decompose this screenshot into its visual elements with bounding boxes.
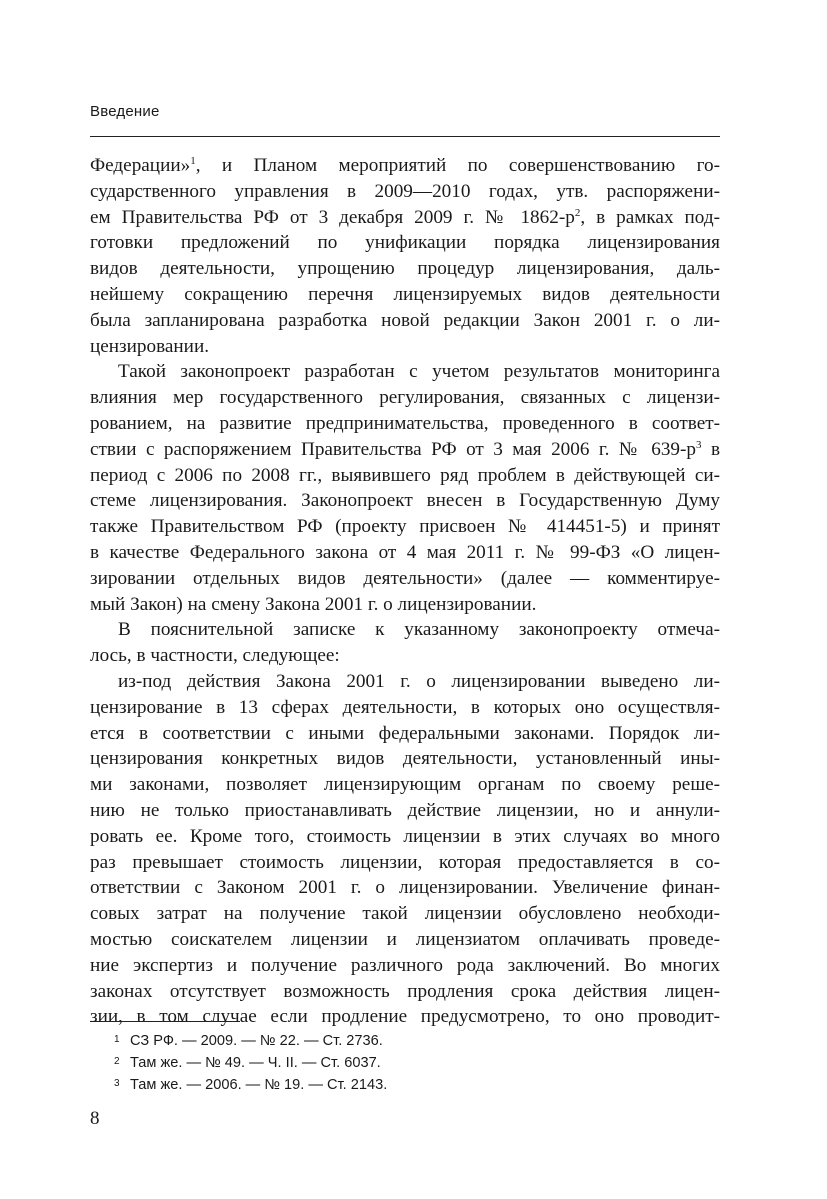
footnote-ref: 1 (190, 155, 196, 167)
footnote-ref: 3 (696, 438, 702, 451)
running-header: Введение (90, 103, 160, 120)
text-line: рованием, на развитие предпринимательства, проведенного в соответ- (90, 412, 720, 434)
footnote-ref: 2 (574, 206, 581, 219)
text-line: влияния мер государственного регулирования, связанных с лицензи- (90, 387, 720, 409)
footnote (90, 1075, 720, 1097)
text-line: зировании отдельных видов деятельности» (далее — комментируе- (90, 567, 720, 589)
header-rule (90, 136, 720, 137)
text-line: В пояснительной записке к указанному законопроекту отмеча- (118, 619, 720, 641)
footnote-text: СЗ РФ. — 2009. — № 22. — Ст. 2736. (130, 1033, 383, 1049)
footnotes (90, 1031, 720, 1097)
text-line: готовки предложений по унификации порядка лицензирования (90, 232, 720, 254)
text-line: цензирование в 13 сферах деятельности, в которых оно осуществля- (90, 696, 720, 718)
text-line: ответствии с Законом 2001 г. о лицензировании. Увеличение финан- (90, 877, 720, 899)
text-line: Федерации»$^1$, и Планом мероприятий по совершенствованию го- (90, 155, 720, 176)
text-line: совых затрат на получение такой лицензии обусловлено необходи- (90, 903, 720, 925)
text-line: сударственного управления в 2009—2010 годах, утв. распоряжени- (90, 180, 720, 202)
footnote (90, 1053, 720, 1075)
text-line: в качестве Федерального закона от 4 мая 2011 г. № 99-ФЗ «О лицен- (90, 541, 720, 563)
text-line: нейшему сокращению перечня лицензируемых видов деятельности (90, 283, 720, 305)
text-line: мый Закон) на смену Закона 2001 г. о лицензировании. (90, 593, 537, 615)
text-line: ется в соответствии с иными федеральными законами. Порядок ли- (90, 722, 720, 744)
text-line: была запланирована разработка новой редакции Закон 2001 г. о ли- (90, 309, 720, 331)
footnote-number: 1 (114, 1034, 120, 1045)
text-line: также Правительством РФ (проекту присвоен № 414451-5) и принят (90, 516, 720, 538)
body-text (90, 153, 720, 1030)
text-line: Такой законопроект разработан с учетом результатов мониторинга (118, 361, 720, 383)
text-line: мостью соискателем лицензии и лицензиатом оплачивать проведе- (90, 928, 720, 950)
text-line: ствии с распоряжением Правительства РФ от 3 мая 2006 г. № $639-р^3$ в (90, 438, 720, 460)
text-line: цензирования конкретных видов деятельности, установленный ины- (90, 748, 720, 770)
footnote-number: 2 (114, 1056, 120, 1067)
text-line: стеме лицензирования. Законопроект внесен в Государственную Думу (90, 490, 720, 512)
footnote-number: 3 (114, 1078, 120, 1089)
text-line: цензировании. (90, 335, 210, 357)
footnote-text: Там же. — 2006. — № 19. — Ст. 2143. (130, 1077, 388, 1093)
text-line: законах отсутствует возможность продления срока действия лицен- (90, 980, 720, 1002)
text-line: ровать ее. Кроме того, стоимость лицензии в этих случаях во много (90, 825, 720, 847)
text-line: ми законами, позволяет лицензирующим органам по своему реше- (90, 774, 720, 796)
footnote-text: Там же. — № 49. — Ч. II. — Ст. 6037. (130, 1055, 381, 1071)
text-line: ем Правительства РФ от 3 декабря 2009 г. № $1862-р^2$, в рамках под- (90, 206, 720, 228)
text-line: зии, в том случае если продление предусмотрено, то оно проводит- (90, 1006, 720, 1028)
page-number: 8 (90, 1108, 100, 1129)
text-line: раз превышает стоимость лицензии, которая предоставляется в со- (90, 851, 720, 873)
text-line: период с 2006 по 2008 гг., выявившего ряд проблем в действующей си- (90, 464, 720, 486)
text-line: лось, в частности, следующее: (90, 645, 340, 667)
footnote-rule (90, 1021, 240, 1022)
footnote (90, 1031, 720, 1053)
text-line: видов деятельности, упрощению процедур лицензирования, даль- (90, 258, 720, 280)
text-line: нию не только приостанавливать действие лицензии, но и аннули- (90, 799, 720, 821)
text-line: ние экспертиз и получение различного рода заключений. Во многих (90, 954, 720, 976)
text-line: из-под действия Закона 2001 г. о лицензировании выведено ли- (118, 670, 720, 692)
